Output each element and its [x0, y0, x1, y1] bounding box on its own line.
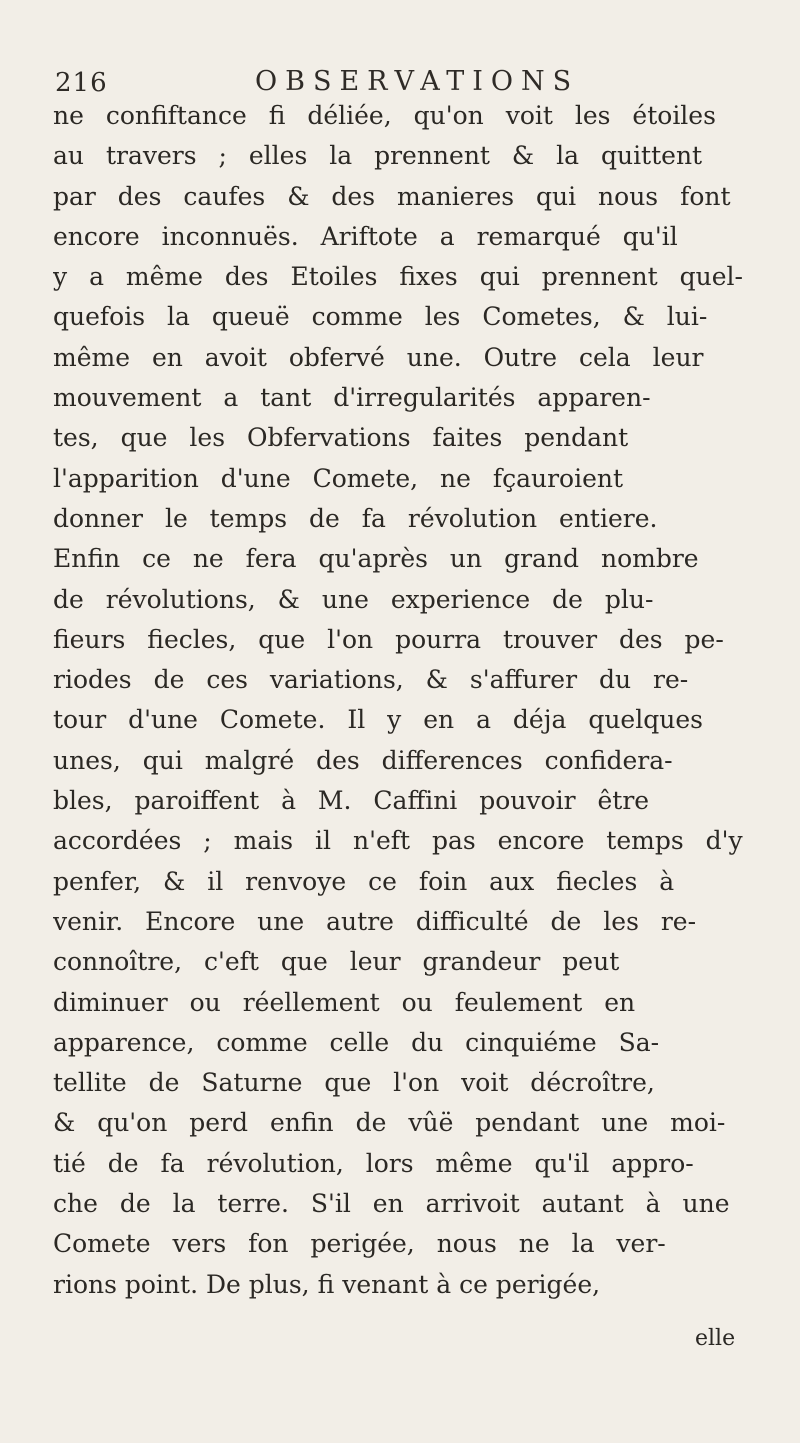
text-line: quefois la queuë comme les Cometes, & lui- — [53, 302, 708, 332]
text-line: venir. Encore une autre difficulté de les re- — [53, 906, 697, 936]
body-text — [53, 96, 773, 1305]
text-line: ne confiftance fi déliée, qu'on voit les étoiles — [53, 101, 716, 130]
text-line: che de la terre. S'il en arrivoit autant à une — [53, 1189, 730, 1219]
text-line: connoître, c'eft que leur grandeur peut — [53, 947, 620, 977]
text-line: encore inconnuës. Ariftote a remarqué qu'il — [53, 221, 678, 251]
text-line: fieurs fiecles, que l'on pourra trouver des pe- — [53, 624, 724, 654]
text-line: accordées ; mais il n'eft pas encore temps d'y — [53, 826, 743, 856]
text-line: bles, paroiffent à M. Caffini pouvoir être — [53, 786, 650, 816]
text-line: mouvement a tant d'irregularités apparen- — [53, 383, 651, 413]
text-line: donner le temps de fa révolution entiere. — [53, 503, 658, 533]
text-line: rions point. De plus, fi venant à ce perigée, — [53, 1269, 601, 1299]
text-line: tes, que les Obfervations faites pendant — [53, 423, 629, 453]
text-line: diminuer ou réellement ou feulement en — [53, 987, 636, 1017]
text-line: apparence, comme celle du cinquiéme Sa- — [53, 1027, 660, 1057]
text-line: de révolutions, & une experience de plu- — [53, 584, 654, 614]
text-line: tié de fa révolution, lors même qu'il appro- — [53, 1148, 694, 1178]
running-head: OBSERVATIONS — [255, 66, 580, 97]
text-line: & qu'on perd enfin de vûë pendant une moi- — [53, 1108, 726, 1138]
text-line: l'apparition d'une Comete, ne fçauroient — [53, 463, 624, 493]
text-line: Comete vers fon perigée, nous ne la ver- — [53, 1229, 666, 1259]
text-line: y a même des Etoiles fixes qui prennent quel- — [53, 262, 743, 292]
text-line: tour d'une Comete. Il y en a déja quelques — [53, 705, 703, 735]
text-line: unes, qui malgré des differences confidera- — [53, 745, 673, 775]
text-line: par des caufes & des manieres qui nous font — [53, 181, 731, 211]
catchword: elle — [695, 1326, 736, 1351]
text-line: au travers ; elles la prennent & la quittent — [53, 141, 703, 171]
text-line: tellite de Saturne que l'on voit décroître, — [53, 1068, 655, 1098]
text-line: même en avoit obfervé une. Outre cela leur — [53, 342, 704, 372]
text-line: penfer, & il renvoye ce foin aux fiecles à — [53, 866, 675, 896]
text-line: Enfin ce ne fera qu'après un grand nombre — [53, 544, 699, 574]
page-number: 216 — [55, 68, 108, 98]
text-line: riodes de ces variations, & s'affurer du re- — [53, 665, 689, 695]
